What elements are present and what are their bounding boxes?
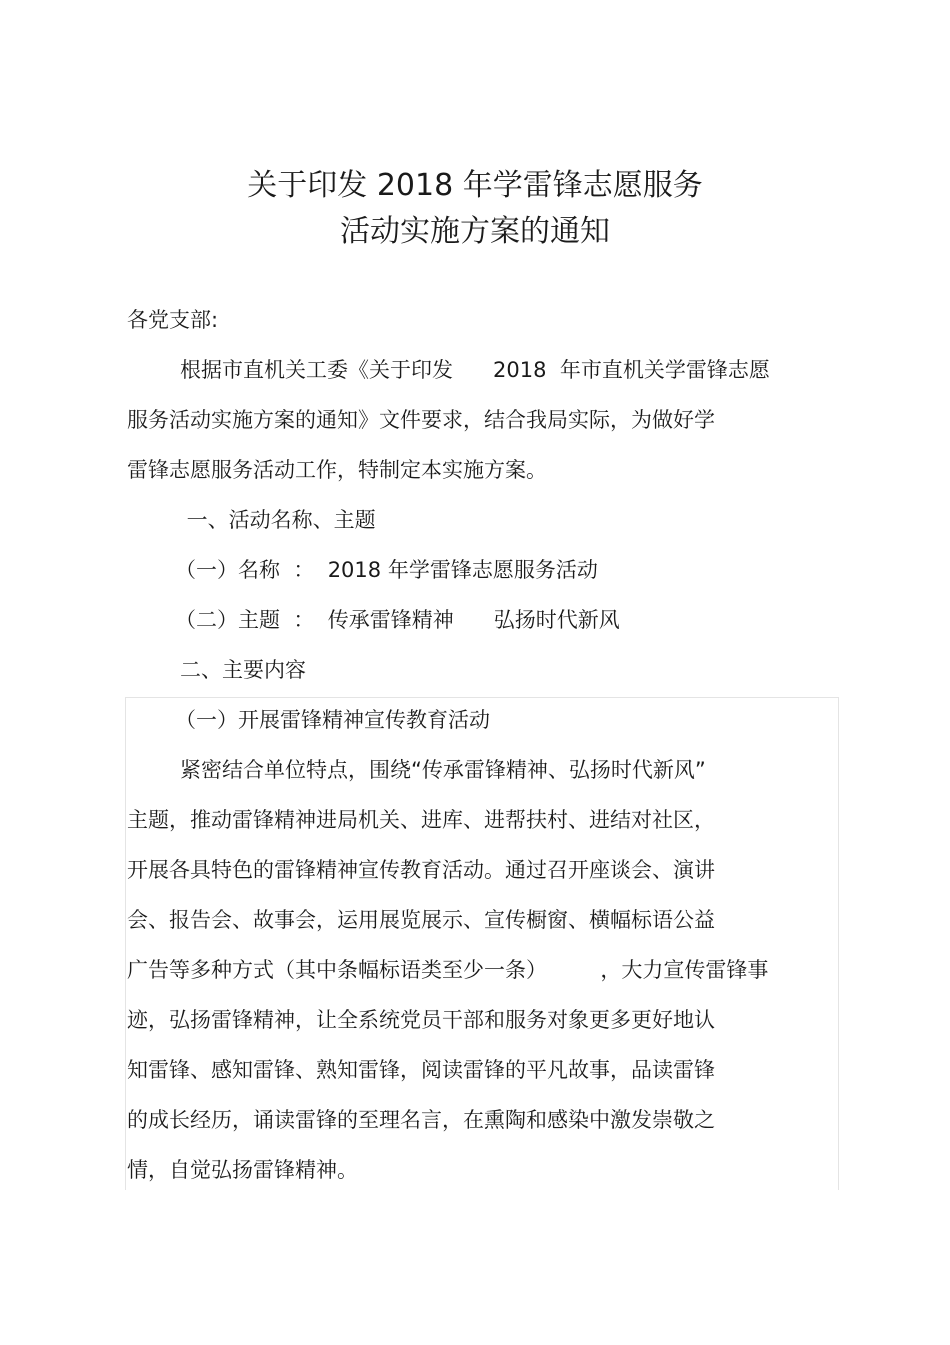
paragraph-line: 的成长经历，诵读雷锋的至理名言，在熏陶和感染中激发崇敬之	[127, 1108, 715, 1132]
paragraph-line: 主题，推动雷锋精神进局机关、进库、进帮扶村、进结对社区，	[127, 808, 715, 832]
paragraph-line: 服务活动实施方案的通知》文件要求，结合我局实际，为做好学	[127, 408, 715, 432]
paragraph-line: 雷锋志愿服务活动工作，特制定本实施方案。	[127, 458, 547, 482]
paragraph-line: 广告等多种方式（其中条幅标语类至少一条） ，大力宣传雷锋事	[127, 958, 769, 982]
paragraph-line: 迹，弘扬雷锋精神，让全系统党员干部和服务对象更多更好地认	[127, 1008, 715, 1032]
section-heading-1: 一、活动名称、主题	[180, 508, 376, 532]
paragraph-line: 会、报告会、故事会，运用展览展示、宣传橱窗、横幅标语公益	[127, 908, 715, 932]
content-frame-left-border	[125, 697, 126, 1190]
content-frame-top-border	[125, 697, 839, 698]
paragraph-line: 紧密结合单位特点，围绕“传承雷锋精神、弘扬时代新风”	[180, 758, 706, 782]
document-title-line-1: 关于印发 2018 年学雷锋志愿服务	[247, 168, 703, 203]
content-frame-right-border	[838, 697, 839, 1190]
section-heading-2: 二、主要内容	[180, 658, 306, 682]
subsection-heading: （一）开展雷锋精神宣传教育活动	[175, 708, 490, 732]
subsection-name: （一）名称 ： 2018 年学雷锋志愿服务活动	[175, 558, 598, 582]
salutation: 各党支部:	[127, 308, 219, 332]
paragraph-line: 情，自觉弘扬雷锋精神。	[127, 1158, 358, 1182]
paragraph-line: 根据市直机关工委《关于印发 2018 年市直机关学雷锋志愿	[180, 358, 770, 382]
paragraph-line: 知雷锋、感知雷锋、熟知雷锋，阅读雷锋的平凡故事，品读雷锋	[127, 1058, 715, 1082]
document-title-line-2: 活动实施方案的通知	[340, 214, 610, 249]
paragraph-line: 开展各具特色的雷锋精神宣传教育活动。通过召开座谈会、演讲	[127, 858, 715, 882]
subsection-theme: （二）主题 ： 传承雷锋精神 弘扬时代新风	[175, 608, 620, 632]
